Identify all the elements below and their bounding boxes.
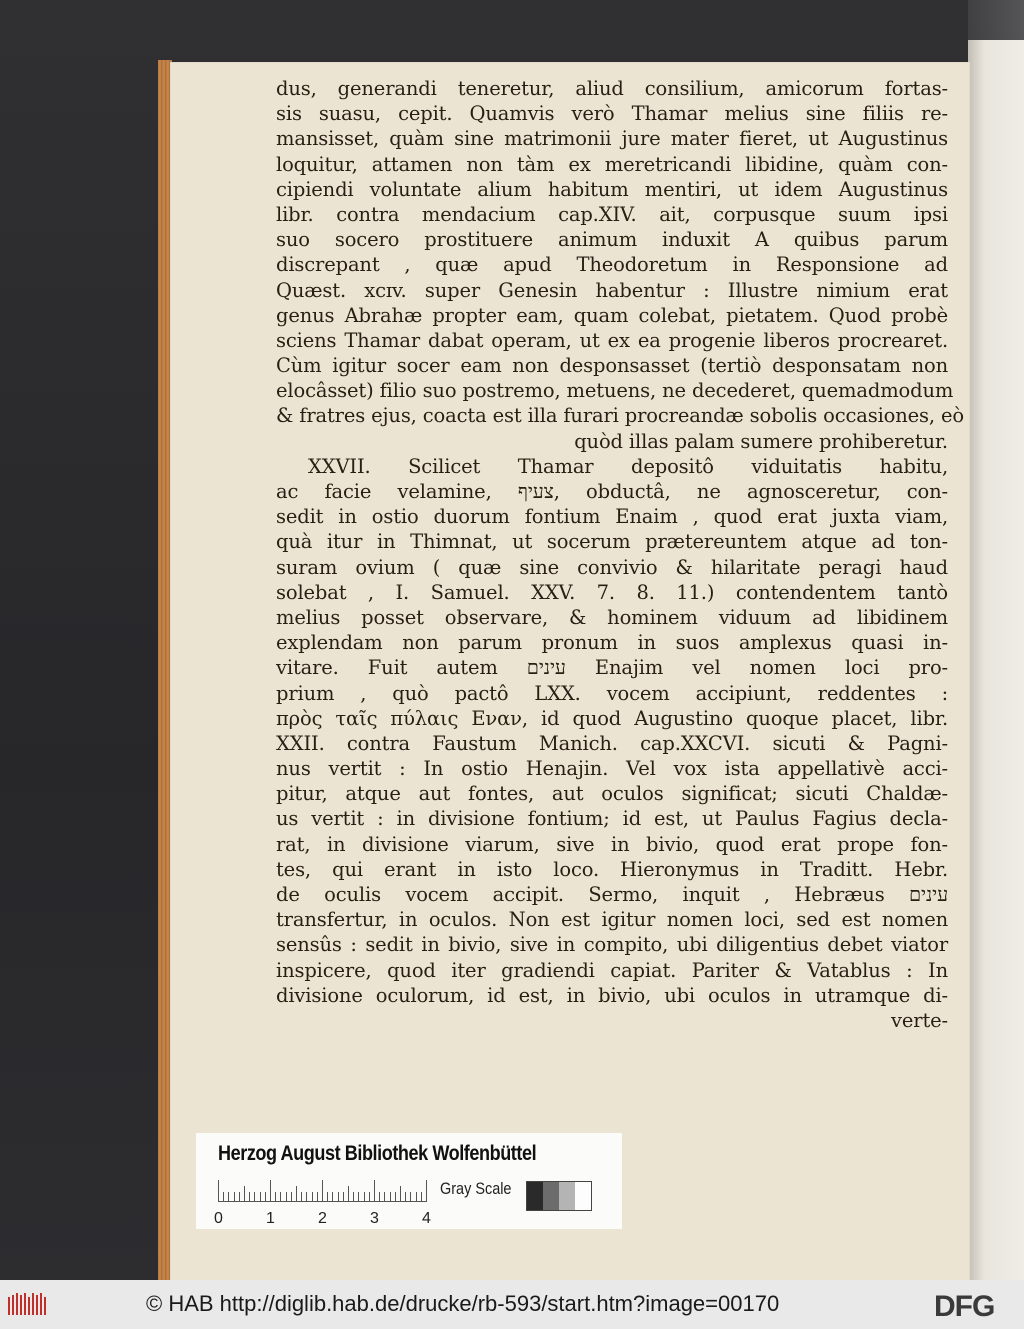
ruler-number: 1 [266, 1210, 275, 1227]
text-line: mansisset, quàm sine matrimonii jure mater fieret, ut Augustinus [276, 127, 948, 151]
ruler-tick [327, 1192, 328, 1202]
text-line: sciens Thamar dabat operam, ut ex ea progenie liberos procrearet. [276, 328, 948, 352]
text-line: suram ovium ( quæ sine convivio & hilaritate peragi haud [276, 555, 948, 579]
copyright-url[interactable]: © HAB http://diglib.hab.de/drucke/rb-593/start.htm?image=00170 [146, 1291, 780, 1316]
hab-barcode-logo-icon [8, 1293, 48, 1317]
library-label-card [196, 1133, 622, 1229]
text-line: quà itur in Thimnat, ut socerum prætereuntem atque ad ton- [276, 530, 948, 554]
ruler-tick [416, 1192, 417, 1202]
text-line: nus vertit : In ostio Henajin. Vel vox ista appellativè acci- [276, 757, 948, 781]
text-line: πρὸς ταῖς πύλαις Εναν, id quod Augustino quoque placet, libr. [276, 706, 948, 730]
ruler-number: 3 [370, 1210, 379, 1227]
ruler-tick [296, 1186, 297, 1202]
dfg-logo: DFG [934, 1290, 995, 1323]
text-line: prium , quò pactô LXX. vocem accipiunt, reddentes : [276, 681, 948, 705]
ruler-tick [322, 1180, 323, 1202]
text-line: tes, qui erant in isto loco. Hieronymus in Traditt. Hebr. [276, 857, 948, 881]
page-text [276, 76, 964, 1033]
ruler-tick [291, 1192, 292, 1202]
ruler-tick [223, 1192, 224, 1202]
swatch-black [527, 1182, 543, 1210]
ruler-tick [265, 1192, 266, 1202]
text-line: sis suasu, cepit. Quamvis verò Thamar melius sine filiis re- [276, 102, 948, 126]
ruler-tick [384, 1192, 385, 1202]
gray-scale-swatches [526, 1181, 592, 1211]
swatch-white [575, 1182, 591, 1210]
ruler-tick [270, 1180, 271, 1202]
ruler-tick [343, 1192, 344, 1202]
institution-name: Herzog August Bibliothek Wolfenbüttel [218, 1142, 537, 1165]
text-line: discrepant , quæ apud Theodoretum in Responsione ad [276, 253, 948, 277]
text-line: explendam non parum pronum in suos amplexus quasi in- [276, 631, 948, 655]
text-line: cipiendi voluntate alium habitum mentiri, ut idem Augustinus [276, 177, 948, 201]
text-line: rat, in divisione viarum, sive in bivio, quod erat prope fon- [276, 832, 948, 856]
ruler-tick [286, 1192, 287, 1202]
ruler-tick [244, 1186, 245, 1202]
ruler-tick [364, 1192, 365, 1202]
ruler-tick [400, 1186, 401, 1202]
ruler-tick [306, 1192, 307, 1202]
ruler-tick [249, 1192, 250, 1202]
text-line: loquitur, attamen non tàm ex meretricandi libidine, quàm con- [276, 152, 948, 176]
ruler-tick [254, 1192, 255, 1202]
text-line: dus, generandi teneretur, aliud consilium, amicorum fortas- [276, 77, 948, 100]
ruler-tick [348, 1186, 349, 1202]
text-line: ac facie velamine, צעיף, obductâ, ne agnosceretur, con- [276, 480, 948, 503]
gray-scale-label: Gray Scale [440, 1179, 512, 1198]
text-line: suo socero prostituere animum induxit A quibus parum [276, 228, 948, 252]
text-line: de oculis vocem accipit. Sermo, inquit , Hebræus עינים [276, 883, 948, 906]
ruler-tick [239, 1192, 240, 1202]
ruler-scale [218, 1180, 426, 1202]
text-line: XXVII. Scilicet Thamar depositô viduitatis habitu, [308, 454, 948, 478]
ruler-tick [301, 1192, 302, 1202]
ruler-tick [374, 1180, 375, 1202]
text-line: pitur, atque aut fontes, aut oculos significat; sicuti Chaldæ- [276, 782, 948, 806]
ruler-number: 2 [318, 1210, 327, 1227]
text-line: inspicere, quod iter gradiendi capiat. Pariter & Vatablus : In [276, 958, 948, 982]
ruler-tick [410, 1192, 411, 1202]
ruler-tick [218, 1180, 219, 1202]
swatch-mid [559, 1182, 575, 1210]
text-line: elocâsset) filio suo postremo, metuens, ne decederet, quemadmodum [276, 379, 954, 403]
ruler-tick [338, 1192, 339, 1202]
text-line: transfertur, in oculos. Non est igitur nomen loci, sed est nomen [276, 908, 948, 932]
text-line: libr. contra mendacium cap.XIV. ait, corpusque suum ipsi [276, 202, 948, 226]
ruler-number: 4 [422, 1210, 431, 1227]
text-line: divisione oculorum, id est, in bivio, ubi oculos in utramque di- [276, 983, 948, 1007]
ruler-tick [421, 1192, 422, 1202]
ruler-tick [369, 1192, 370, 1202]
text-line: Quæst. xcɪv. super Genesin habentur : Illustre nimium erat [276, 278, 948, 302]
ruler-tick [358, 1192, 359, 1202]
swatch-dark [543, 1182, 559, 1210]
text-line: vitare. Fuit autem עינים Enajim vel nomen loci pro- [276, 656, 948, 680]
ruler-number: 0 [214, 1210, 223, 1227]
footer-bar [0, 1280, 1024, 1329]
ruler-tick [317, 1192, 318, 1202]
text-line: Cùm igitur socer eam non desponsasset (tertiò desponsatam non [276, 354, 948, 378]
ruler-tick [234, 1192, 235, 1202]
ruler-tick [405, 1192, 406, 1202]
ruler-tick [275, 1192, 276, 1202]
text-line: solebat , I. Samuel. XXV. 7. 8. 11.) contendentem tantò [276, 580, 948, 604]
ruler-tick [379, 1192, 380, 1202]
text-line: melius posset observare, & hominem viduum ad libidinem [276, 605, 948, 629]
ruler-tick [260, 1192, 261, 1202]
ruler-tick [395, 1192, 396, 1202]
ruler-tick [332, 1192, 333, 1202]
ruler-tick [426, 1180, 427, 1202]
text-line: sensûs : sedit in bivio, sive in compito, ubi diligentius debet viator [276, 933, 948, 957]
ruler-tick [280, 1192, 281, 1202]
ruler-tick [353, 1192, 354, 1202]
text-line: sedit in ostio duorum fontium Enaim , quod erat juxta viam, [276, 505, 948, 529]
ruler-tick [390, 1192, 391, 1202]
text-line: XXII. contra Faustum Manich. cap.XXCVI. sicuti & Pagni- [276, 731, 948, 755]
text-line: us vertit : in divisione fontium; id est, ut Paulus Fagius decla- [276, 807, 948, 831]
ruler-tick [228, 1192, 229, 1202]
ruler-tick [312, 1192, 313, 1202]
text-line: genus Abrahæ propter eam, quam colebat, pietatem. Quod probè [276, 303, 948, 327]
catchword: verte- [891, 1008, 948, 1032]
text-line: quòd illas palam sumere prohiberetur. [574, 429, 948, 453]
text-line: & fratres ejus, coacta est illa furari procreandæ sobolis occasiones, eò [276, 404, 964, 428]
